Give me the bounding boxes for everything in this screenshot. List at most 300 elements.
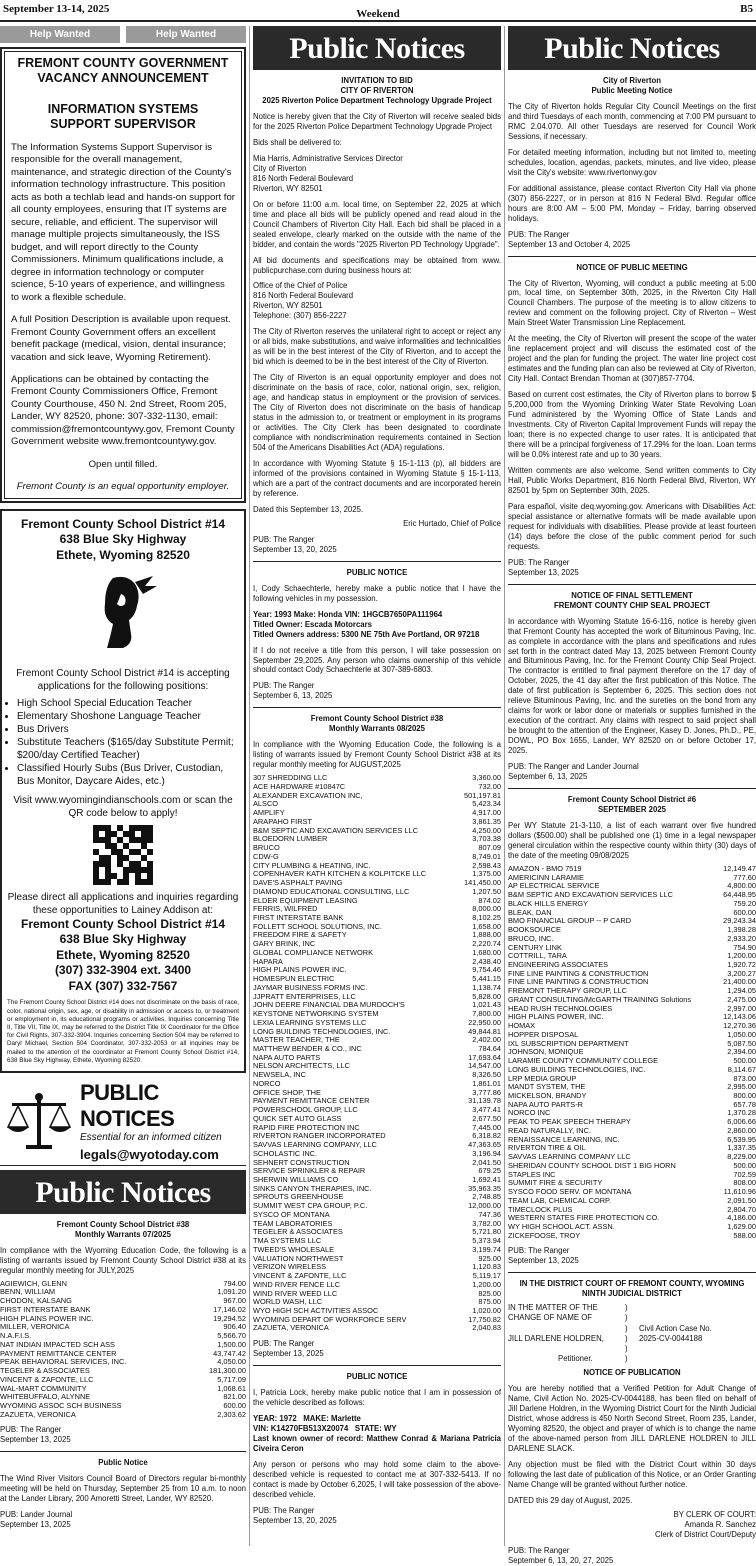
contact-fax: FAX (307) 332-7567 <box>68 978 178 993</box>
notice-paragraph: Bids shall be delivered to: <box>253 137 342 147</box>
vehicle-info: YEAR: 1972 MAKE: Marlette VIN: K14270FB513X20074 STATE: WY Last known owner of record: Matthew Conrad & Mariana Patricia Civeira Ceron <box>253 1414 501 1453</box>
table-row <box>508 1013 756 1022</box>
notice-paragraph: You are hereby notified that a Verified Petition for Adult Change of Name, Civil Action No. 2025-CV-0044188, has been filed on behalf of Jill Darlene Holdren, in the Wyoming District Court for the Ninth Judicial District, whose address is 450 North Second Street, Room 235, Lander, Wyoming 82520, the object and prayer of which is to change the name of the above-named person from JILL DARLENE HOLDREN to JILL DARLENE SLACK. <box>508 1384 756 1453</box>
divider <box>508 788 756 789</box>
amount-cell: 1,294.05 <box>727 986 756 996</box>
open-until-filled: Open until filled. <box>88 458 158 470</box>
payee-cell: FREMONT THERAPY GROUP, LLC <box>508 986 627 996</box>
payee-cell: ACE HARDWARE #10847C <box>253 781 346 791</box>
column-2 <box>253 26 501 1546</box>
position-item: • Elementary Shoshone Language Teacher <box>17 710 239 723</box>
amount-cell: 5,566.70 <box>217 1331 246 1341</box>
payee-cell: AMAZON - BMO 7519 <box>508 863 582 873</box>
payee-cell: HAPARA <box>253 956 283 966</box>
amount-cell: 29,243.34 <box>723 916 756 926</box>
payee-cell: NELSON ARCHITECTS, LLC <box>253 1061 350 1071</box>
payee-cell: FINE LINE PAINTING & CONSTRUCTION <box>508 968 649 978</box>
notice-heading: NOTICE OF PUBLICATION <box>583 1368 681 1378</box>
payee-cell: SYSCO OF MONTANA <box>253 1209 330 1219</box>
payee-cell: OFFICE SHOP, THE <box>253 1087 321 1097</box>
payee-cell: AMPLIFY <box>253 808 285 818</box>
page-number: B5 <box>740 3 753 15</box>
positions-intro: Fremont County School District #14 is accepting applications for the following positions: <box>16 667 230 692</box>
notice-paragraph: Any objection must be filed with the District Court within 30 days following the last date of publication of this Notice, or an Order Granting Name Change will be granted without further notice. <box>508 1459 756 1489</box>
amount-cell: 14,547.00 <box>468 1061 501 1071</box>
pub-line: PUB: The Ranger September 6, 13, 20, 27, 2025 <box>508 1545 614 1565</box>
payee-cell: BENN, WILLIAM <box>0 1287 56 1297</box>
ad-heading: PUBLIC NOTICES <box>80 1079 175 1131</box>
notice-heading: PUBLIC NOTICE <box>346 1372 408 1382</box>
payee-cell: SCHOLASTIC INC. <box>253 1148 318 1158</box>
payee-cell: JOHN DEERE FINANCIAL DBA MURDOCH'S <box>253 1000 405 1010</box>
payee-cell: HOMESPUN ELECTRIC <box>253 974 335 984</box>
amount-cell: 141,450.00 <box>464 878 501 888</box>
amount-cell: 5,423.34 <box>472 799 501 809</box>
payee-cell: FOLLETT SCHOOL SOLUTIONS, INC. <box>253 921 382 931</box>
payee-cell: TEAM LAB, CHEMICAL CORP. <box>508 1195 612 1205</box>
amount-cell: 6,539.95 <box>727 1134 756 1144</box>
payee-cell: SEHNERT CONSTRUCTION <box>253 1157 350 1167</box>
amount-cell: 967.00 <box>223 1296 246 1306</box>
amount-cell: 874.02 <box>478 895 501 905</box>
payee-cell: JAYMAR BUSINESS FORMS INC. <box>253 982 368 992</box>
payee-cell: HIGH PLAINS POWER INC. <box>0 1313 94 1323</box>
help-wanted-banner <box>0 26 246 43</box>
payee-cell: SAVVAS LEARNING COMPANY LLC <box>508 1152 631 1162</box>
payee-cell: BLACK HILLS ENERGY <box>508 898 589 908</box>
notice-paragraph: The City of Riverton reserves the unilateral right to accept or reject any or all bids, make substitutions, and waive informalities and technicalities as will be in the best interest of the City of Riverton, and to accept the bid which is deemed to be in the best interest of the City of Riverton. <box>253 327 501 367</box>
amount-cell: 5,087.50 <box>727 1038 756 1048</box>
amount-cell: 825.00 <box>478 1288 501 1298</box>
amount-cell: 2,303.62 <box>217 1409 246 1419</box>
payee-cell: CHODON, KALSANG <box>0 1296 72 1306</box>
payee-cell: WHITEBUFFALO, ALYNNE <box>0 1392 91 1402</box>
payee-cell: NAPA AUTO PARTS-R <box>508 1099 584 1109</box>
payee-cell: RENAISSANCE LEARNING, INC. <box>508 1134 620 1144</box>
amount-cell: 7,800.00 <box>472 1009 501 1019</box>
payee-cell: ENGINEERING ASSOCIATES <box>508 959 609 969</box>
nondiscrimination-text: The Fremont County School District #14 does not discriminate on the basis of race, color, national origin, sex, age, or disability in admission or access to, or treatment or employment in, its educational programs or activities. Inquiries concerning Title II, Title VII, Title IX, may be referred to the District Title IX Coordinator for the Office for Civil Rights, 307-332-3904. Inquiries concerning Section 504 may be referred to Daryl Michael, Section 504 Coordinator, 307-332-2053 or all inquiries may be mailed to the attention of the coordinator at Fremont County School District #14, 638 Blue Sky Highway, Ethete, Wyoming 82520. <box>7 999 239 1064</box>
amount-cell: 9,754.46 <box>472 965 501 975</box>
divider <box>508 256 756 257</box>
amount-cell: 2,475.00 <box>727 994 756 1004</box>
amount-cell: 747.36 <box>478 1209 501 1219</box>
notice-intro: In compliance with the Wyoming Education Code, the following is a listing of warrants issued by Fremont County School District #38 at its regular monthly meeting for AUGUST,2025 <box>253 740 501 770</box>
masthead <box>0 0 756 22</box>
payee-cell: WYOMING ASSOC SCH BUSINESS <box>0 1400 122 1410</box>
payee-cell: VALUATION NORTHWEST <box>253 1253 344 1263</box>
amount-cell: 1,500.00 <box>217 1339 246 1349</box>
payee-cell: FREEDOM FIRE & SAFETY <box>253 930 347 940</box>
amount-cell: 2,402.00 <box>472 1035 501 1045</box>
notice-heading: Fremont County School District #6 SEPTEMBER 2025 <box>567 795 697 815</box>
amount-cell: 19,294.52 <box>213 1313 246 1323</box>
payee-cell: READ NATURALLY, INC. <box>508 1125 591 1135</box>
payee-cell: AP ELECTRICAL SERVICE <box>508 881 600 891</box>
notice-heading: Public Notice <box>98 1458 148 1468</box>
payee-cell: TIMECLOCK PLUS <box>508 1204 573 1214</box>
amount-cell: 906.40 <box>223 1322 246 1332</box>
payee-cell: SAVVAS LEARNING COMPANY, LLC <box>253 1140 377 1150</box>
notice-paragraph: I, Patricia Lock, hereby make public notice that I am in possession of the vehicle described as follows: <box>253 1388 501 1408</box>
amount-cell: 17,146.02 <box>213 1304 246 1314</box>
amount-cell: 2,995.00 <box>727 1082 756 1092</box>
amount-cell: 873.00 <box>733 1073 756 1083</box>
notice-fcsd38-july <box>0 1220 246 1530</box>
amount-cell: 3,477.41 <box>472 1105 501 1115</box>
payee-cell: BRUCO <box>253 843 280 853</box>
notice-column-3 <box>508 76 756 1566</box>
table-row <box>253 835 501 844</box>
amount-cell: 2,748.85 <box>472 1192 501 1202</box>
amount-cell: 43,747.42 <box>213 1348 246 1358</box>
payee-cell: ARAPAHO FIRST <box>253 816 312 826</box>
payee-cell: HIGH PLAINS POWER, INC. <box>508 1012 604 1022</box>
payee-cell: FIRST INTERSTATE BANK <box>0 1304 91 1314</box>
fremont-vacancy-ad <box>0 47 246 503</box>
payee-cell: 307 SHREDDING LLC <box>253 773 328 783</box>
notice-paragraph: If I do not receive a title from this person, I will take possession on September 29,2025. Any person who claims ownership of this vehicle should contact Cody Schaechterle at 307-389-6803. <box>253 645 501 675</box>
amount-cell: 875.00 <box>478 1297 501 1307</box>
payee-cell: PAYMENT REMITTANCE CENTER <box>0 1348 117 1358</box>
amount-cell: 181,300.00 <box>209 1366 246 1376</box>
positions-list <box>17 697 239 788</box>
public-notices-header: Public Notices <box>0 1170 246 1214</box>
amount-cell: 3,782.00 <box>472 1218 501 1228</box>
amount-cell: 501,197.81 <box>464 790 501 800</box>
payee-cell: QUICK SET AUTO GLASS <box>253 1113 342 1123</box>
signature-block: BY CLERK OF COURT: Amanda R. Sanchez Clerk of District Court/Deputy <box>655 1509 756 1539</box>
payee-cell: WIND RIVER FENCE LLC <box>253 1279 341 1289</box>
payee-cell: VINCENT & ZAFONTE, LLC <box>0 1374 94 1384</box>
amount-cell: 3,196.94 <box>472 1148 501 1158</box>
position-item: • Classified Hourly Subs (Bus Driver, Custodian, Bus Monitor, Daycare Aides, etc.) <box>17 762 239 788</box>
amount-cell: 754.90 <box>733 942 756 952</box>
notice-paragraph: In accordance with Wyoming Statute 16-6-116, notice is hereby given that Fremont County has accepted the work of Bituminous Paving, Inc. as complete in accordance with the plans and specifications and rules set forth in the contract dated May 13, 2025 between Fremont County and Bituminous Paving, Inc. for the Fremont County Chip Seal Project. The contractor is entitled to final payment therefore on the 17 day of October, 2025, the 41 day after the first publication of this Notice. The date of first publication is September 6, 2025. This section does not relieve Bituminous Paving, Inc. and the sureties on the bond from any claims for work or labor done or materials or supplies furnished in the execution of the contract. Any claims with respect to said project shall be brought to the attention of the Engineer, Kasey D. Jones, Ph.D., PE, DOWL, PO Box 1655, Lander, WY 82520 on or before October 17, 2025. <box>508 616 756 756</box>
amount-cell: 732.00 <box>478 781 501 791</box>
payee-cell: BLOEDORN LUMBER <box>253 834 328 844</box>
signature-line: Eric Hurtado, Chief of Police <box>403 518 501 528</box>
amount-cell: 5,717.09 <box>217 1374 246 1384</box>
payee-cell: WYOMING DEPART OF WORKFORCE SERV <box>253 1314 407 1324</box>
notice-paragraph: Any person or persons who may hold some claim to the above-described vehicle is requested to contact me at 307-332-5413. If no contact is made by October 6,2025, I will take possession of the above-described vehicle. <box>253 1459 501 1499</box>
notice-heading: IN THE DISTRICT COURT OF FREMONT COUNTY, WYOMING NINTH JUDICIAL DISTRICT <box>519 1279 745 1299</box>
dated-line: DATED this 29 day of August, 2025. <box>508 1495 633 1505</box>
position-item: • High School Special Education Teacher <box>17 697 239 710</box>
payee-cell: SPROUTS GREENHOUSE <box>253 1192 344 1202</box>
amount-cell: 702.59 <box>733 1169 756 1179</box>
payee-cell: WESTERN STATES FIRE PROTECTION CO. <box>508 1213 660 1223</box>
payee-cell: TEGELER & ASSOCIATES <box>253 1227 343 1237</box>
amount-cell: 12,143.06 <box>723 1012 756 1022</box>
payee-cell: TWEED'S WHOLESALE <box>253 1244 335 1254</box>
amount-cell: 1,375.00 <box>472 869 501 879</box>
amount-cell: 3,199.74 <box>472 1244 501 1254</box>
amount-cell: 1,337.35 <box>727 1143 756 1153</box>
amount-cell: 600.00 <box>223 1400 246 1410</box>
amount-cell: 1,138.74 <box>472 982 501 992</box>
contact-line: Ethete, Wyoming 82520 <box>56 947 190 962</box>
amount-cell: 1,398.28 <box>727 925 756 935</box>
notice-intro: Per WY Statute 21-3-110, a list of each warrant over five hundred dollars ($500.00) shall be published one (1) time in a legal newspaper general circulation within the respective county within thirty (30) days of the date of the meeting 09/08/2025 <box>508 821 756 860</box>
amount-cell: 1,370.28 <box>727 1108 756 1118</box>
notice-paragraph: Based on current cost estimates, the City of Riverton plans to borrow $ 5,200,000 from the Wyoming Drinking Water State Revolving Loan Fund administered by the Wyoming Office of State Lands and Investments. City of Riverton Capital Improvement Funds will repay the loan; there is no expected change to user rates. It is anticipated that there will be a principal forgiveness of 17.29% for the loan. Loan terms will be 0.0% interest rate and up to 30 years. <box>508 390 756 459</box>
chief-logo-icon <box>83 570 163 650</box>
ad-email[interactable]: legals@wyotoday.com <box>80 1146 219 1162</box>
district-city: Ethete, Wyoming 82520 <box>56 547 190 562</box>
payee-cell: GRANT CONSULTING/McGARTH TRAINING Solutions <box>508 994 692 1004</box>
payee-cell: FERRIS, WILFRED <box>253 904 318 914</box>
payee-cell: WIND RIVER WEED LLC <box>253 1288 338 1298</box>
amount-cell: 2,997.00 <box>727 1003 756 1013</box>
benefits-text: A full Position Description is available upon request. Fremont County Government offers an excellent benefit package (medical, vision, dental insurance; vacation and sick leave, Wyoming Retirement). <box>11 314 231 363</box>
amount-cell: 808.00 <box>733 1178 756 1188</box>
payee-cell: HOPPER DISPOSAL <box>508 1029 579 1039</box>
amount-cell: 1,120.83 <box>472 1262 501 1272</box>
payee-cell: SUMMIT WEST CPA GROUP, P.C. <box>253 1201 368 1211</box>
amount-cell: 4,917.00 <box>472 808 501 818</box>
pub-line: PUB: The Ranger September 6, 13, 2025 <box>253 681 333 701</box>
amount-cell: 679.25 <box>478 1166 501 1176</box>
amount-cell: 8,114.67 <box>727 1064 756 1074</box>
amount-cell: 2,933.20 <box>727 933 756 943</box>
notice-heading: INVITATION TO BID CITY OF RIVERTON 2025 Riverton Police Department Technology Upgrade Project <box>262 76 492 105</box>
amount-cell: 17,750.82 <box>468 1314 501 1324</box>
amount-cell: 1,200.00 <box>472 1279 501 1289</box>
amount-cell: 21,400.00 <box>723 977 756 987</box>
direct-inquiries: Please direct all applications and inquiries regarding these opportunities to Lainey Addison at: <box>7 891 239 916</box>
payee-cell: B&M SEPTIC AND EXCAVATION SERVICES LLC <box>508 890 673 900</box>
amount-cell: 8,000.00 <box>472 904 501 914</box>
column-3 <box>508 26 756 1565</box>
payee-cell: BMO FINANCIAL GROUP -- P CARD <box>508 916 632 926</box>
amount-cell: 3,360.00 <box>472 773 501 783</box>
amount-cell: 777.60 <box>733 872 756 882</box>
payee-cell: RAPID FIRE PROTECTION INC <box>253 1122 360 1132</box>
payee-cell: TEAM LABORATORIES <box>253 1218 333 1228</box>
notice-heading: Fremont County School District #38 Monthly Warrants 08/2025 <box>310 714 444 734</box>
amount-cell: 6,318.82 <box>472 1131 501 1141</box>
payee-cell: ELDER EQUIPMENT LEASING <box>253 895 358 905</box>
warrant-table <box>253 774 501 1333</box>
amount-cell: 1,692.41 <box>472 1175 501 1184</box>
amount-cell: 784.64 <box>478 1043 501 1053</box>
amount-cell: 1,050.00 <box>727 1029 756 1039</box>
amount-cell: 1,020.00 <box>472 1306 501 1316</box>
amount-cell: 8,102.25 <box>472 912 501 922</box>
section-name: Weekend <box>356 8 400 20</box>
position-item: • Substitute Teachers ($165/day Substitute Permit; $200/day Certified Teacher) <box>17 736 239 762</box>
payee-cell: JJPRATT ENTERPRISES, LLC <box>253 991 356 1001</box>
amount-cell: 794.00 <box>223 1278 246 1288</box>
public-notices-header: Public Notices <box>253 26 501 70</box>
amount-cell: 5,373.94 <box>472 1236 501 1246</box>
amount-cell: 2,041.50 <box>472 1157 501 1167</box>
amount-cell: 1,207.50 <box>472 886 501 896</box>
qr-code-icon[interactable] <box>93 825 153 885</box>
amount-cell: 5,119.17 <box>472 1271 501 1281</box>
amount-cell: 5,828.00 <box>472 991 501 1001</box>
payee-cell: SHERWIN WILLIAMS CO <box>253 1175 339 1184</box>
notice-paragraph: Written comments are also welcome. Send written comments to City Hall, Public Works Department, 816 North Federal Blvd, Riverton, WY 82501 by 5pm on September 30th, 2025. <box>508 465 756 495</box>
amount-cell: 1,200.00 <box>727 951 756 961</box>
notice-paragraph: The City of Riverton holds Regular City Council Meetings on the first and third Tuesdays of each month, commencing at 7:00 PM pursuant to RMC 2.04.070. All other Tuesdays are reserved for Council Work Sessions, if necessary. <box>508 101 756 141</box>
payee-cell: VINCENT & ZAFONTE, LLC <box>253 1271 347 1281</box>
payee-cell: LARAMIE COUNTY COMMUNITY COLLEGE <box>508 1056 659 1066</box>
amount-cell: 47,363.65 <box>468 1140 501 1150</box>
amount-cell: 49,844.81 <box>468 1026 501 1036</box>
pub-line: PUB: Lander Journal September 13, 2025 <box>0 1510 73 1530</box>
payee-cell: RIVERTON RANGER INCORPORATED <box>253 1131 386 1141</box>
payee-cell: GLOBAL COMPLIANCE NETWORK <box>253 947 374 957</box>
payee-cell: HIGH PLAINS POWER INC. <box>253 965 347 975</box>
payee-cell: STAPLES INC <box>508 1169 556 1179</box>
amount-cell: 925.00 <box>478 1253 501 1263</box>
notice-heading: PUBLIC NOTICE <box>346 567 408 577</box>
payee-cell: ALEXANDER EXCAVATION INC, <box>253 790 363 800</box>
address-block: Mia Harris, Administrative Services Director City of Riverton 816 North Federal Boulevard Riverton, WY 82501 <box>253 153 403 193</box>
amount-cell: 11,610.96 <box>723 1187 756 1197</box>
amount-cell: 3,777.86 <box>472 1087 501 1097</box>
amount-cell: 1,861.01 <box>472 1078 501 1088</box>
ad-title: FREMONT COUNTY GOVERNMENT <box>17 56 229 70</box>
notice-heading: Fremont County School District #38 Monthly Warrants 07/2025 <box>56 1219 190 1239</box>
notice-paragraph: The City of Riverton, Wyoming, will conduct a public meeting at 5:00 pm, local time, on September 30th, 2025, in the Riverton City Hall Council Chambers. The purpose of the meeting is to allow citizens to review and comment on the following project. City of Riverton – West Main Street Water Transmission Line Replacement. <box>508 278 756 328</box>
amount-cell: 2,394.00 <box>727 1047 756 1057</box>
payee-cell: RIVERTON TIRE & OIL <box>508 1143 586 1153</box>
amount-cell: 2,804.70 <box>727 1204 756 1214</box>
payee-cell: BOOKSOURCE <box>508 925 561 935</box>
amount-cell: 2,091.50 <box>727 1195 756 1205</box>
amount-cell: 657.78 <box>733 1099 756 1109</box>
amount-cell: 2,220.74 <box>472 939 501 949</box>
column-1 <box>0 26 246 1546</box>
public-notices-ad <box>0 1077 246 1166</box>
amount-cell: 3,861.35 <box>472 816 501 826</box>
payee-cell: TEGELER & ASSOCIATES <box>0 1366 90 1376</box>
issue-date: September 13-14, 2025 <box>3 3 110 15</box>
payee-cell: LONG BUILDING TECHNOLOGIES, INC. <box>253 1026 391 1036</box>
notice-paragraph: On or before 11:00 a.m. local time, on September 22, 2025 at which time and place all bids will be publicly opened and read aloud in the Council Chambers of Riverton City Hall. Each bid shall be placed in a sealed envelope, clearly marked on the outside with the name of the bidder, and contain the words "2025 Riverton PD Technology Upgrade". <box>253 199 501 249</box>
table-row <box>253 1071 501 1080</box>
scales-of-justice-icon <box>4 1091 74 1151</box>
contact-line: Fremont County School District #14 <box>20 916 226 931</box>
notice-paragraph: For detailed meeting information, including but not limited to, meeting schedules, location, agendas, packets, minutes, and live video, please visit the City's website: www.rivertonwy.gov <box>508 147 756 177</box>
pub-line: PUB: The Ranger September 13, 2025 <box>0 1425 71 1445</box>
help-wanted-label: Help Wanted <box>0 26 120 43</box>
amount-cell: 12,270.36 <box>723 1021 756 1031</box>
payee-cell: PEAK TO PEAK SPEECH THERAPY <box>508 1117 631 1127</box>
eoe-statement: Fremont County is an equal opportunity employer. <box>16 481 230 493</box>
payee-cell: PAYMENT REMITTANCE CENTER <box>253 1096 370 1106</box>
payee-cell: NAPA AUTO PARTS <box>253 1052 321 1062</box>
notice-invitation-to-bid <box>253 76 501 1526</box>
table-row <box>0 1323 246 1332</box>
help-wanted-label: Help Wanted <box>126 26 246 43</box>
payee-cell: N.A.F.I.S. <box>0 1331 32 1341</box>
amount-cell: 8,326.50 <box>472 1070 501 1080</box>
amount-cell: 31,139.78 <box>468 1096 501 1106</box>
notice-paragraph: I, Cody Schaechterle, hereby make a public notice that I have the following vehicles in my possession. <box>253 583 501 603</box>
district-address: 638 Blue Sky Highway <box>59 532 187 547</box>
payee-cell: NEWSELA, INC <box>253 1070 306 1080</box>
ad-tagline: Essential for an informed citizen <box>80 1131 222 1143</box>
payee-cell: LRP MEDIA GROUP <box>508 1073 577 1083</box>
address-block: Office of the Chief of Police 816 North Federal Boulevard Riverton, WY 82501 Telephone: (307) 856-2227 <box>253 281 354 321</box>
dated-line: Dated this September 13, 2025. <box>253 504 364 514</box>
amount-cell: 4,800.00 <box>727 881 756 891</box>
payee-cell: ZAZUETA, VERONICA <box>253 1323 329 1333</box>
school-district-ad <box>0 509 246 1073</box>
amount-cell: 500.00 <box>733 1056 756 1066</box>
payee-cell: SINKS CANYON THERAPIES, INC. <box>253 1183 372 1193</box>
amount-cell: 5,441.15 <box>472 974 501 984</box>
amount-cell: 588.00 <box>733 1230 756 1240</box>
amount-cell: 800.00 <box>733 1091 756 1100</box>
payee-cell: CENTURY LINK <box>508 942 562 952</box>
pub-line: PUB: The Ranger September 13, 2025 <box>508 1246 579 1266</box>
divider <box>0 1451 246 1452</box>
amount-cell: 35,963.35 <box>468 1183 501 1193</box>
notice-paragraph: For additional assistance, please contact Riverton City Hall via phone (307) 856-2227, or in person at 816 N Federal Blvd. Regular office hours are 8:00 AM – 5:00 PM, Monday – Friday, barring observed holidays. <box>508 183 756 223</box>
warrant-table <box>0 1280 246 1420</box>
ad-title: VACANCY ANNOUNCEMENT <box>37 71 209 85</box>
payee-cell: SHERIDAN COUNTY SCHOOL DIST 1 BIG HORN <box>508 1160 676 1170</box>
divider <box>508 1272 756 1273</box>
payee-cell: AMERICINN LARAMIE <box>508 872 584 882</box>
payee-cell: COTTRILL, TARA <box>508 951 567 961</box>
divider <box>253 561 501 562</box>
amount-cell: 1,658.00 <box>472 921 501 931</box>
payee-cell: LONG BUILDING TECHNOLOGIES, INC. <box>508 1064 646 1074</box>
amount-cell: 7,445.00 <box>472 1122 501 1132</box>
amount-cell: 4,050.00 <box>217 1357 246 1367</box>
payee-cell: BLEAK, DAN <box>508 907 552 917</box>
pub-line: PUB: The Ranger September 13 and October 4, 2025 <box>508 229 631 249</box>
payee-cell: HOMAX <box>508 1021 536 1031</box>
amount-cell: 4,186.00 <box>727 1213 756 1223</box>
payee-cell: ZICKEFOOSE, TROY <box>508 1230 581 1240</box>
job-title: SUPPORT SUPERVISOR <box>50 117 196 131</box>
amount-cell: 1,920.72 <box>727 959 756 969</box>
column-rule <box>249 26 250 1546</box>
notice-heading: NOTICE OF PUBLIC MEETING <box>576 262 688 272</box>
payee-cell: IXL SUBSCRIPTION DEPARTMENT <box>508 1038 629 1048</box>
notice-paragraph: The City of Riverton is an equal opportunity employer and does not discriminate on the basis of race, color, national origin, sex, religion, age, and handicap status in employment or the provision of services. The City of Riverton does not discriminate on the basis of handicap status in the admission to, or treatment or employment in its programs or activities. The City Clerk has been designated to coordinate compliance with nondiscrimination requirements contained in Section 504 of the Americans Disabilities Act (ADA) regulations. <box>253 373 501 452</box>
payee-cell: DIAMOND EDUCATIONAL CONSULTING, LLC <box>253 886 410 896</box>
table-row <box>253 1324 501 1333</box>
payee-cell: COPENHAVER KATH KITCHEN & KOLPITCKE LLC <box>253 869 427 879</box>
amount-cell: 2,040.83 <box>472 1323 501 1333</box>
amount-cell: 1,091.20 <box>217 1287 246 1297</box>
pub-line: PUB: The Ranger September 13, 2025 <box>508 557 579 577</box>
table-row <box>0 1411 246 1420</box>
table-row <box>253 792 501 801</box>
case-caption: IN THE MATTER OF THE CHANGE OF NAME OF JILL DARLENE HOLDREN, Petitioner. ) ) ) ) ) ) Civil Action Case No. 2025-CV-0044188 <box>508 1303 712 1363</box>
amount-cell: 2,860.00 <box>727 1125 756 1135</box>
public-notices-header: Public Notices <box>508 26 756 70</box>
notice-text: The Wind River Visitors Council Board of Directors regular bi-monthly meeting will be held on Thursday, September 25 from 10 a.m. to noon at the Lander Library, 200 Amoretti Street, Lander, WY 82520. <box>0 1474 246 1504</box>
contact-phone: (307) 332-3904 ext. 3400 <box>54 963 192 978</box>
amount-cell: 1,629.00 <box>727 1222 756 1232</box>
payee-cell: KEYSTONE NETWORKING SYSTEM <box>253 1009 379 1019</box>
visit-website[interactable]: Visit www.wyomingindianschools.com or scan the QR code below to apply! <box>13 794 233 819</box>
amount-cell: 1,888.00 <box>472 930 501 940</box>
amount-cell: 12,149.47 <box>723 863 756 873</box>
divider <box>253 707 501 708</box>
amount-cell: 4,250.00 <box>472 825 501 835</box>
amount-cell: 1,068.61 <box>217 1383 246 1393</box>
